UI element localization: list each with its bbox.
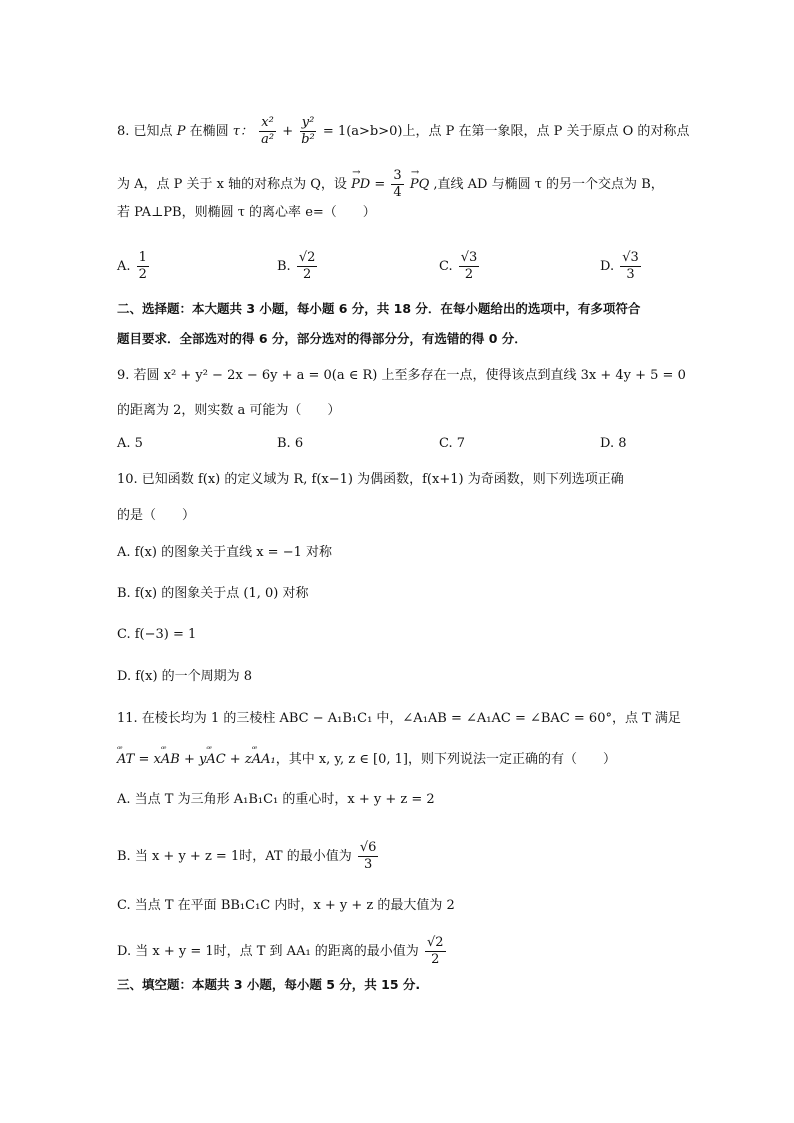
- q8-text: = 1(a>b>0)上，点 P 在第一象限，点 P 关于原点 O 的对称点: [322, 124, 690, 139]
- q11-stem-line2: ꟹ AT = xꟹ AB + yꟹ AC + zꟹ AA₁，其中 x, y, z ∈ [0, 1]，则下列说法一定正确的有（ ）: [117, 750, 616, 770]
- q8-text: P: [176, 124, 186, 139]
- vector-AB: ꟹ AB: [161, 750, 180, 770]
- q10-option-a: A. f(x) 的图象关于直线 x = −1 对称: [117, 545, 332, 560]
- q9-stem-line2: 的距离为 2，则实数 a 可能为（ ）: [117, 403, 341, 418]
- q9-option-d: D. 8: [600, 436, 627, 451]
- fraction-x2-a2: $\frac{\text{x²}}{\text{a²}}$: [261, 115, 275, 147]
- q8-option-c: C. $\frac{√3}{2}$: [439, 250, 478, 282]
- vector-PD: → PD: [351, 175, 370, 195]
- q9-option-b: B. 6: [277, 436, 304, 451]
- q11-stem-line1: 11. 在棱长均为 1 的三棱柱 ABC − A₁B₁C₁ 中，∠A₁AB = ∠A₁AC = ∠BAC = 60°，点 T 满足: [117, 711, 681, 726]
- q8-text: 为 A，点 P 关于 x 轴的对称点为 Q，设: [117, 177, 347, 192]
- vector-PQ: → PQ: [410, 175, 429, 195]
- q9-option-c: C. 7: [439, 436, 466, 451]
- q11-option-b: B. 当 x + y + z = 1时，AT 的最小值为 $\frac{√6}{3}$: [117, 840, 377, 872]
- q10-stem-line2: 的是（ ）: [117, 508, 196, 523]
- q8-stem-line1: [117, 115, 689, 148]
- plus-sign: +: [282, 124, 294, 139]
- section-2-heading-line1: 二、选择题：本大题共 3 小题，每小题 6 分，共 18 分．在每小题给出的选项中，有多项符合: [117, 301, 641, 316]
- q8-text: ,直线 AD 与椭圆 τ 的另一个交点为 B，: [433, 177, 664, 192]
- equals-sign: =: [374, 177, 386, 192]
- q9-option-a: A. 5: [117, 436, 143, 451]
- q11-option-a: A. 当点 T 为三角形 A₁B₁C₁ 的重心时，x + y + z = 2: [117, 792, 435, 807]
- section-3-heading: 三、填空题：本题共 3 小题，每小题 5 分，共 15 分.: [117, 977, 421, 992]
- q10-option-b: B. f(x) 的图象关于点 (1, 0) 对称: [117, 586, 309, 601]
- q8-option-b: B. $\frac{√2}{2}$: [277, 250, 316, 282]
- fraction-y2-b2: $\frac{\text{y²}}{\text{b²}}$: [301, 115, 315, 147]
- q10-option-d: D. f(x) 的一个周期为 8: [117, 669, 253, 684]
- vector-AA1: ꟹ AA₁: [252, 750, 276, 770]
- q8-text: 在椭圆: [189, 124, 229, 139]
- vector-AT: ꟹ AT: [117, 750, 134, 770]
- vector-AC: ꟹ AC: [206, 750, 225, 770]
- section-2-heading-line2: 题目要求．全部选对的得 6 分，部分选对的得部分分，有选错的得 0 分．: [117, 331, 527, 346]
- fraction-3-4: $\frac{3}{4}$: [393, 168, 402, 200]
- q8-text: 8. 已知点: [117, 124, 173, 139]
- q11-option-c: C. 当点 T 在平面 BB₁C₁C 内时，x + y + z 的最大值为 2: [117, 898, 455, 913]
- q9-stem-line1: 9. 若圆 x² + y² − 2x − 6y + a = 0(a ∈ R) 上至多存在一点，使得该点到直线 3x + 4y + 5 = 0: [117, 368, 686, 383]
- q11-option-d: D. 当 x + y = 1时，点 T 到 AA₁ 的距离的最小值为 $\frac{√2}{2}$: [117, 935, 444, 967]
- q8-option-d: D. $\frac{√3}{3}$: [600, 250, 639, 282]
- q8-stem-line2: [117, 168, 664, 201]
- q10-stem-line1: 10. 已知函数 f(x) 的定义域为 R, f(x−1) 为偶函数，f(x+1) 为奇函数，则下列选项正确: [117, 472, 624, 487]
- q8-option-a: A. $\frac{1}{2}$: [117, 250, 147, 282]
- q8-stem-line3: 若 PA⊥PB，则椭圆 τ 的离心率 e=（ ）: [117, 205, 376, 220]
- q10-option-c: C. f(−3) = 1: [117, 627, 197, 642]
- q8-text: τ：: [232, 124, 253, 139]
